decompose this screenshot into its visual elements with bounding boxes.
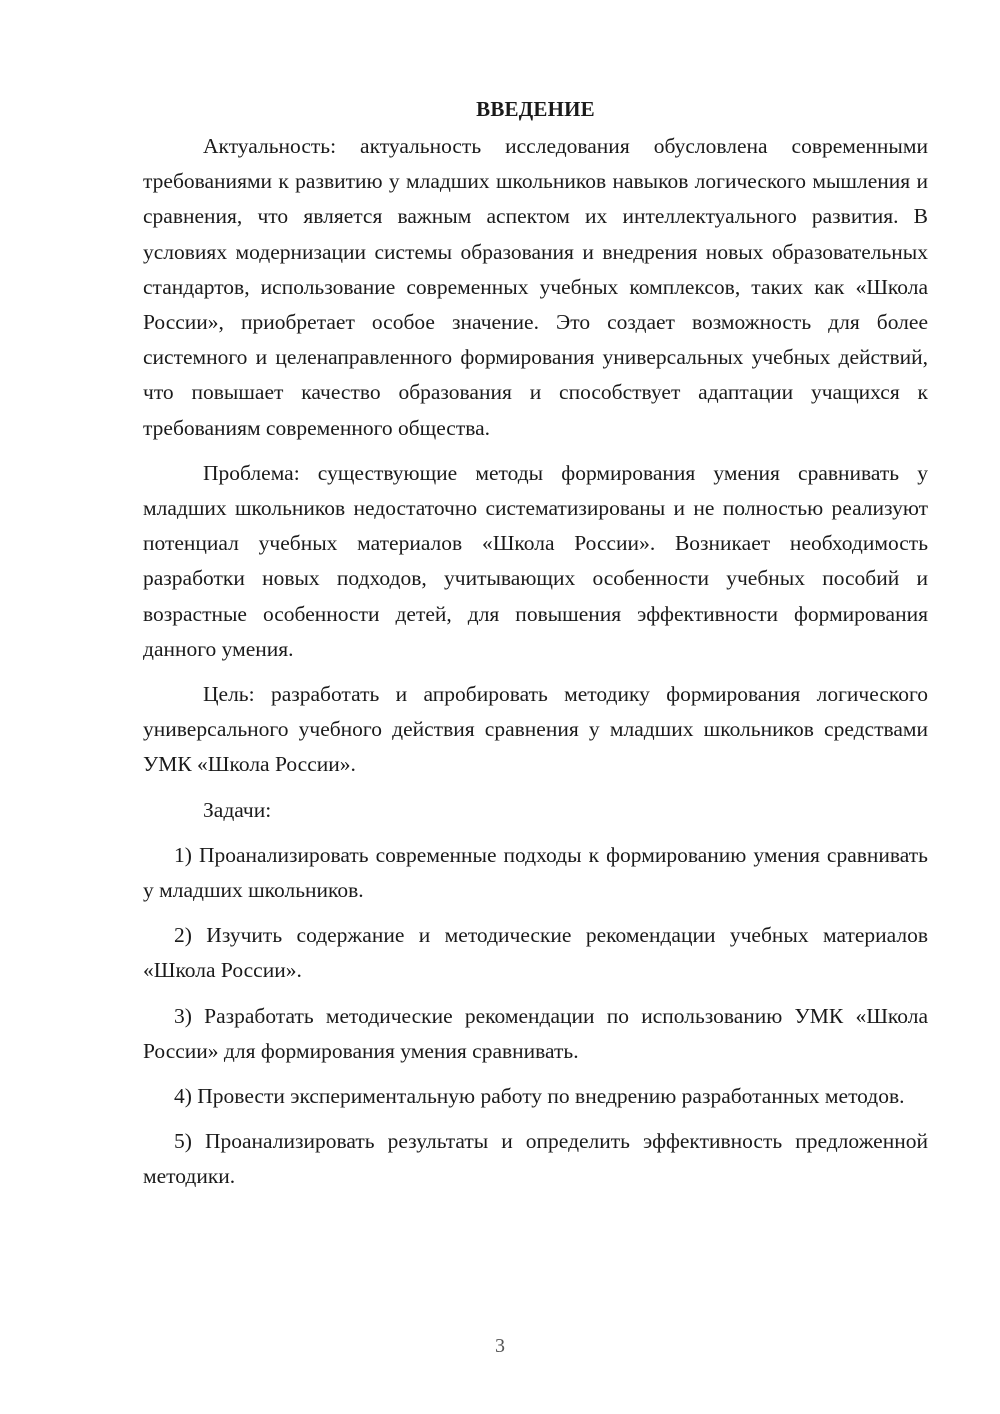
tasks-heading: Задачи: — [203, 797, 272, 822]
task-item-5: 5) Проанализировать результаты и определить эффективность предложенной методики. — [143, 1129, 928, 1189]
task-list — [143, 838, 928, 1195]
paragraph-goal: Цель: разработать и апробировать методику формирования логического универсального учебного действия сравнения у младших школьников средствами УМК «Школа России». — [143, 682, 928, 777]
page-content — [143, 92, 928, 1195]
paragraph-problem: Проблема: существующие методы формирования умения сравнивать у младших школьников недостаточно систематизированы и не полностью реализуют потенциал учебных материалов «Школа России». Возникает необходимость разработки новых подходов, учитывающих особенности учебных пособий и возрастные особенности детей, для повышения эффективности формирования данного умения. — [143, 460, 928, 661]
task-item-3: 3) Разработать методические рекомендации по использованию УМК «Школа России» для формирования умения сравнивать. — [143, 1003, 928, 1063]
section-title: ВВЕДЕНИЕ — [476, 97, 595, 121]
task-item-1: 1) Проанализировать современные подходы к формированию умения сравнивать у младших школьников. — [143, 842, 928, 903]
paragraph-relevance: Актуальность: актуальность исследования обусловлена современными требованиями к развитию у младших школьников навыков логического мышления и сравнения, что является важным аспектом их интеллектуального развития. В условиях модернизации системы образования и внедрения новых образовательных стандартов, использование современных учебных комплексов, таких как «Школа России», приобретает особое значение. Это создает возможность для более системного и целенаправленного формирования универсальных учебных действий, что повышает качество образования и способствует адаптации учащихся к требованиям современного общества. — [143, 134, 928, 440]
task-item-4: 4) Провести экспериментальную работу по внедрению разработанных методов. — [174, 1084, 905, 1109]
task-item-2: 2) Изучить содержание и методические рекомендации учебных материалов «Школа России». — [143, 923, 928, 983]
page-number: 3 — [495, 1335, 505, 1357]
